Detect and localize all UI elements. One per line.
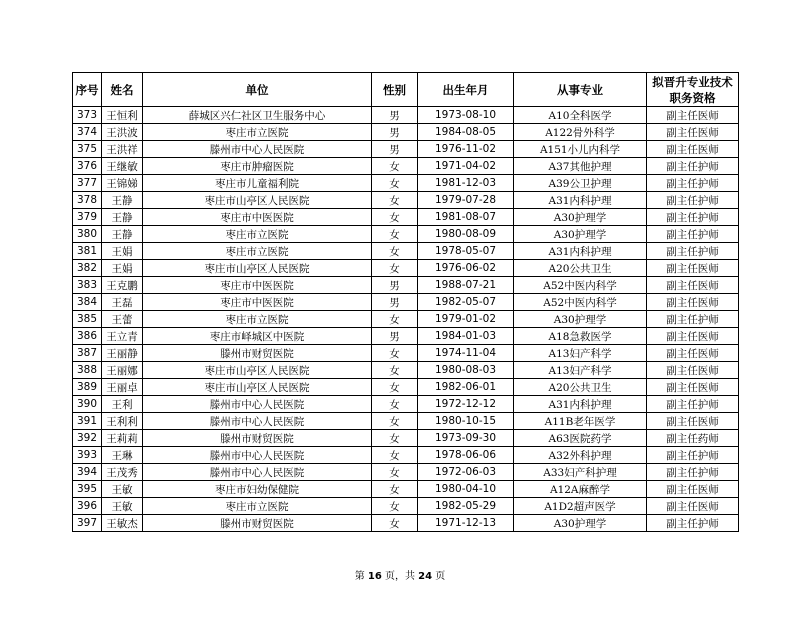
cell-major: A12A麻醉学: [514, 481, 647, 498]
table-row: [73, 396, 739, 413]
cell-birth: 1980-10-15: [418, 413, 514, 430]
cell-number: 394: [73, 464, 102, 481]
cell-gender: 女: [372, 464, 418, 481]
cell-number: 380: [73, 226, 102, 243]
cell-name: 王立青: [102, 328, 143, 345]
cell-number: 378: [73, 192, 102, 209]
cell-number: 377: [73, 175, 102, 192]
cell-major: A32外科护理: [514, 447, 647, 464]
cell-major: A37其他护理: [514, 158, 647, 175]
table-row: [73, 226, 739, 243]
cell-birth: 1982-06-01: [418, 379, 514, 396]
cell-birth: 1978-06-06: [418, 447, 514, 464]
col-header-name: 姓名: [102, 73, 143, 107]
cell-gender: 女: [372, 515, 418, 532]
table-row: [73, 379, 739, 396]
cell-title: 副主任医师: [647, 481, 739, 498]
roster-table: [72, 72, 739, 532]
cell-gender: 女: [372, 430, 418, 447]
cell-gender: 女: [372, 396, 418, 413]
footer-suffix: 页: [432, 571, 446, 582]
cell-number: 384: [73, 294, 102, 311]
col-header-unit: 单位: [143, 73, 372, 107]
cell-name: 王洪波: [102, 124, 143, 141]
cell-gender: 女: [372, 362, 418, 379]
table-row: [73, 362, 739, 379]
cell-name: 王静: [102, 209, 143, 226]
cell-name: 王克鹏: [102, 277, 143, 294]
cell-title: 副主任医师: [647, 328, 739, 345]
page-footer: [0, 567, 800, 582]
cell-gender: 男: [372, 107, 418, 124]
cell-birth: 1980-08-09: [418, 226, 514, 243]
cell-name: 王茂秀: [102, 464, 143, 481]
cell-title: 副主任医师: [647, 141, 739, 158]
cell-unit: 枣庄市山亭区人民医院: [143, 260, 372, 277]
cell-unit: 滕州市中心人民医院: [143, 447, 372, 464]
cell-name: 王继敏: [102, 158, 143, 175]
cell-unit: 枣庄市立医院: [143, 243, 372, 260]
cell-name: 王敏: [102, 481, 143, 498]
cell-name: 王莉莉: [102, 430, 143, 447]
cell-number: 387: [73, 345, 102, 362]
cell-number: 382: [73, 260, 102, 277]
footer-total-pages: 24: [418, 571, 433, 582]
cell-name: 王蕾: [102, 311, 143, 328]
roster-body: [73, 107, 739, 532]
cell-gender: 女: [372, 481, 418, 498]
cell-birth: 1981-08-07: [418, 209, 514, 226]
cell-birth: 1984-08-05: [418, 124, 514, 141]
cell-number: 397: [73, 515, 102, 532]
cell-title: 副主任医师: [647, 413, 739, 430]
cell-major: A39公卫护理: [514, 175, 647, 192]
cell-unit: 枣庄市立医院: [143, 498, 372, 515]
cell-birth: 1979-01-02: [418, 311, 514, 328]
cell-gender: 女: [372, 379, 418, 396]
cell-number: 389: [73, 379, 102, 396]
cell-number: 391: [73, 413, 102, 430]
cell-birth: 1973-08-10: [418, 107, 514, 124]
cell-major: A31内科护理: [514, 243, 647, 260]
cell-major: A13妇产科学: [514, 345, 647, 362]
cell-number: 393: [73, 447, 102, 464]
cell-title: 副主任医师: [647, 107, 739, 124]
footer-page-number: 16: [367, 571, 382, 582]
cell-unit: 枣庄市山亭区人民医院: [143, 379, 372, 396]
table-row: [73, 158, 739, 175]
table-row: [73, 413, 739, 430]
col-header-gender: 性别: [372, 73, 418, 107]
cell-major: A30护理学: [514, 515, 647, 532]
cell-birth: 1980-04-10: [418, 481, 514, 498]
cell-unit: 薛城区兴仁社区卫生服务中心: [143, 107, 372, 124]
cell-unit: 枣庄市妇幼保健院: [143, 481, 372, 498]
cell-number: 374: [73, 124, 102, 141]
cell-unit: 滕州市财贸医院: [143, 430, 372, 447]
cell-name: 王丽卓: [102, 379, 143, 396]
cell-number: 379: [73, 209, 102, 226]
cell-unit: 枣庄市峄城区中医院: [143, 328, 372, 345]
cell-unit: 枣庄市立医院: [143, 311, 372, 328]
cell-birth: 1981-12-03: [418, 175, 514, 192]
cell-unit: 滕州市中心人民医院: [143, 141, 372, 158]
footer-middle: 页，共: [381, 571, 419, 582]
cell-number: 376: [73, 158, 102, 175]
cell-gender: 男: [372, 141, 418, 158]
cell-major: A1D2超声医学: [514, 498, 647, 515]
cell-birth: 1973-09-30: [418, 430, 514, 447]
cell-unit: 枣庄市儿童福利院: [143, 175, 372, 192]
cell-gender: 女: [372, 311, 418, 328]
table-row: [73, 447, 739, 464]
cell-major: A151小儿内科学: [514, 141, 647, 158]
table-row: [73, 277, 739, 294]
table-row: [73, 175, 739, 192]
cell-name: 王丽静: [102, 345, 143, 362]
cell-title: 副主任护师: [647, 209, 739, 226]
cell-name: 王洪祥: [102, 141, 143, 158]
col-header-number: 序号: [73, 73, 102, 107]
cell-name: 王静: [102, 192, 143, 209]
cell-gender: 女: [372, 209, 418, 226]
col-header-major: 从事专业: [514, 73, 647, 107]
cell-unit: 枣庄市中医医院: [143, 209, 372, 226]
cell-gender: 男: [372, 294, 418, 311]
cell-gender: 女: [372, 243, 418, 260]
table-row: [73, 260, 739, 277]
cell-birth: 1982-05-07: [418, 294, 514, 311]
cell-title: 副主任药师: [647, 430, 739, 447]
cell-birth: 1972-06-03: [418, 464, 514, 481]
cell-birth: 1976-11-02: [418, 141, 514, 158]
cell-number: 385: [73, 311, 102, 328]
cell-title: 副主任医师: [647, 277, 739, 294]
header-row: [73, 73, 739, 107]
table-row: [73, 328, 739, 345]
cell-name: 王琳: [102, 447, 143, 464]
cell-major: A52中医内科学: [514, 294, 647, 311]
cell-gender: 女: [372, 260, 418, 277]
cell-title: 副主任护师: [647, 464, 739, 481]
cell-title: 副主任护师: [647, 447, 739, 464]
cell-major: A18急救医学: [514, 328, 647, 345]
cell-number: 386: [73, 328, 102, 345]
cell-number: 395: [73, 481, 102, 498]
cell-name: 王磊: [102, 294, 143, 311]
table-row: [73, 311, 739, 328]
cell-name: 王恒利: [102, 107, 143, 124]
cell-gender: 女: [372, 447, 418, 464]
cell-major: A63医院药学: [514, 430, 647, 447]
cell-unit: 滕州市财贸医院: [143, 345, 372, 362]
cell-unit: 枣庄市中医医院: [143, 277, 372, 294]
cell-title: 副主任医师: [647, 345, 739, 362]
cell-gender: 女: [372, 226, 418, 243]
col-header-birth: 出生年月: [418, 73, 514, 107]
cell-gender: 女: [372, 498, 418, 515]
cell-unit: 滕州市中心人民医院: [143, 396, 372, 413]
cell-gender: 男: [372, 124, 418, 141]
cell-name: 王敏: [102, 498, 143, 515]
cell-name: 王静: [102, 226, 143, 243]
cell-birth: 1976-06-02: [418, 260, 514, 277]
table-row: [73, 107, 739, 124]
cell-gender: 男: [372, 328, 418, 345]
cell-major: A20公共卫生: [514, 379, 647, 396]
cell-name: 王利利: [102, 413, 143, 430]
footer-prefix: 第: [354, 571, 368, 582]
cell-title: 副主任护师: [647, 175, 739, 192]
cell-title: 副主任医师: [647, 124, 739, 141]
cell-name: 王娟: [102, 243, 143, 260]
cell-major: A122骨外科学: [514, 124, 647, 141]
cell-name: 王锦娣: [102, 175, 143, 192]
cell-birth: 1978-05-07: [418, 243, 514, 260]
cell-unit: 枣庄市山亭区人民医院: [143, 192, 372, 209]
cell-title: 副主任医师: [647, 498, 739, 515]
cell-title: 副主任护师: [647, 192, 739, 209]
table-row: [73, 515, 739, 532]
cell-unit: 枣庄市立医院: [143, 226, 372, 243]
cell-number: 390: [73, 396, 102, 413]
cell-title: 副主任护师: [647, 243, 739, 260]
cell-title: 副主任护师: [647, 515, 739, 532]
table-row: [73, 243, 739, 260]
cell-gender: 女: [372, 345, 418, 362]
cell-birth: 1979-07-28: [418, 192, 514, 209]
cell-major: A20公共卫生: [514, 260, 647, 277]
cell-title: 副主任医师: [647, 294, 739, 311]
cell-major: A30护理学: [514, 226, 647, 243]
cell-unit: 滕州市中心人民医院: [143, 413, 372, 430]
cell-major: A31内科护理: [514, 192, 647, 209]
cell-birth: 1974-11-04: [418, 345, 514, 362]
cell-birth: 1980-08-03: [418, 362, 514, 379]
cell-name: 王娟: [102, 260, 143, 277]
cell-number: 383: [73, 277, 102, 294]
cell-title: 副主任医师: [647, 260, 739, 277]
cell-title: 副主任医师: [647, 362, 739, 379]
cell-unit: 枣庄市立医院: [143, 124, 372, 141]
cell-major: A10全科医学: [514, 107, 647, 124]
cell-title: 副主任护师: [647, 158, 739, 175]
cell-unit: 枣庄市肿瘤医院: [143, 158, 372, 175]
table-row: [73, 294, 739, 311]
cell-birth: 1988-07-21: [418, 277, 514, 294]
cell-number: 392: [73, 430, 102, 447]
table-row: [73, 192, 739, 209]
cell-name: 王敏杰: [102, 515, 143, 532]
table-row: [73, 464, 739, 481]
cell-title: 副主任医师: [647, 379, 739, 396]
cell-major: A33妇产科护理: [514, 464, 647, 481]
table-row: [73, 209, 739, 226]
cell-major: A30护理学: [514, 311, 647, 328]
table-row: [73, 481, 739, 498]
table-row: [73, 345, 739, 362]
col-header-title: 拟晋升专业技术职务资格: [647, 73, 739, 107]
cell-unit: 滕州市中心人民医院: [143, 464, 372, 481]
cell-unit: 滕州市财贸医院: [143, 515, 372, 532]
cell-unit: 枣庄市山亭区人民医院: [143, 362, 372, 379]
cell-birth: 1982-05-29: [418, 498, 514, 515]
cell-number: 396: [73, 498, 102, 515]
cell-gender: 女: [372, 158, 418, 175]
cell-major: A52中医内科学: [514, 277, 647, 294]
cell-number: 373: [73, 107, 102, 124]
cell-unit: 枣庄市中医医院: [143, 294, 372, 311]
cell-major: A11B老年医学: [514, 413, 647, 430]
cell-gender: 男: [372, 277, 418, 294]
cell-name: 王利: [102, 396, 143, 413]
cell-gender: 女: [372, 192, 418, 209]
cell-birth: 1984-01-03: [418, 328, 514, 345]
cell-title: 副主任护师: [647, 311, 739, 328]
table-row: [73, 124, 739, 141]
cell-title: 副主任护师: [647, 226, 739, 243]
cell-title: 副主任护师: [647, 396, 739, 413]
cell-number: 381: [73, 243, 102, 260]
cell-major: A13妇产科学: [514, 362, 647, 379]
table-row: [73, 430, 739, 447]
cell-birth: 1971-04-02: [418, 158, 514, 175]
cell-number: 375: [73, 141, 102, 158]
cell-gender: 女: [372, 413, 418, 430]
table-row: [73, 141, 739, 158]
cell-gender: 女: [372, 175, 418, 192]
cell-major: A30护理学: [514, 209, 647, 226]
cell-major: A31内科护理: [514, 396, 647, 413]
cell-name: 王丽娜: [102, 362, 143, 379]
cell-birth: 1972-12-12: [418, 396, 514, 413]
table-row: [73, 498, 739, 515]
cell-number: 388: [73, 362, 102, 379]
cell-birth: 1971-12-13: [418, 515, 514, 532]
